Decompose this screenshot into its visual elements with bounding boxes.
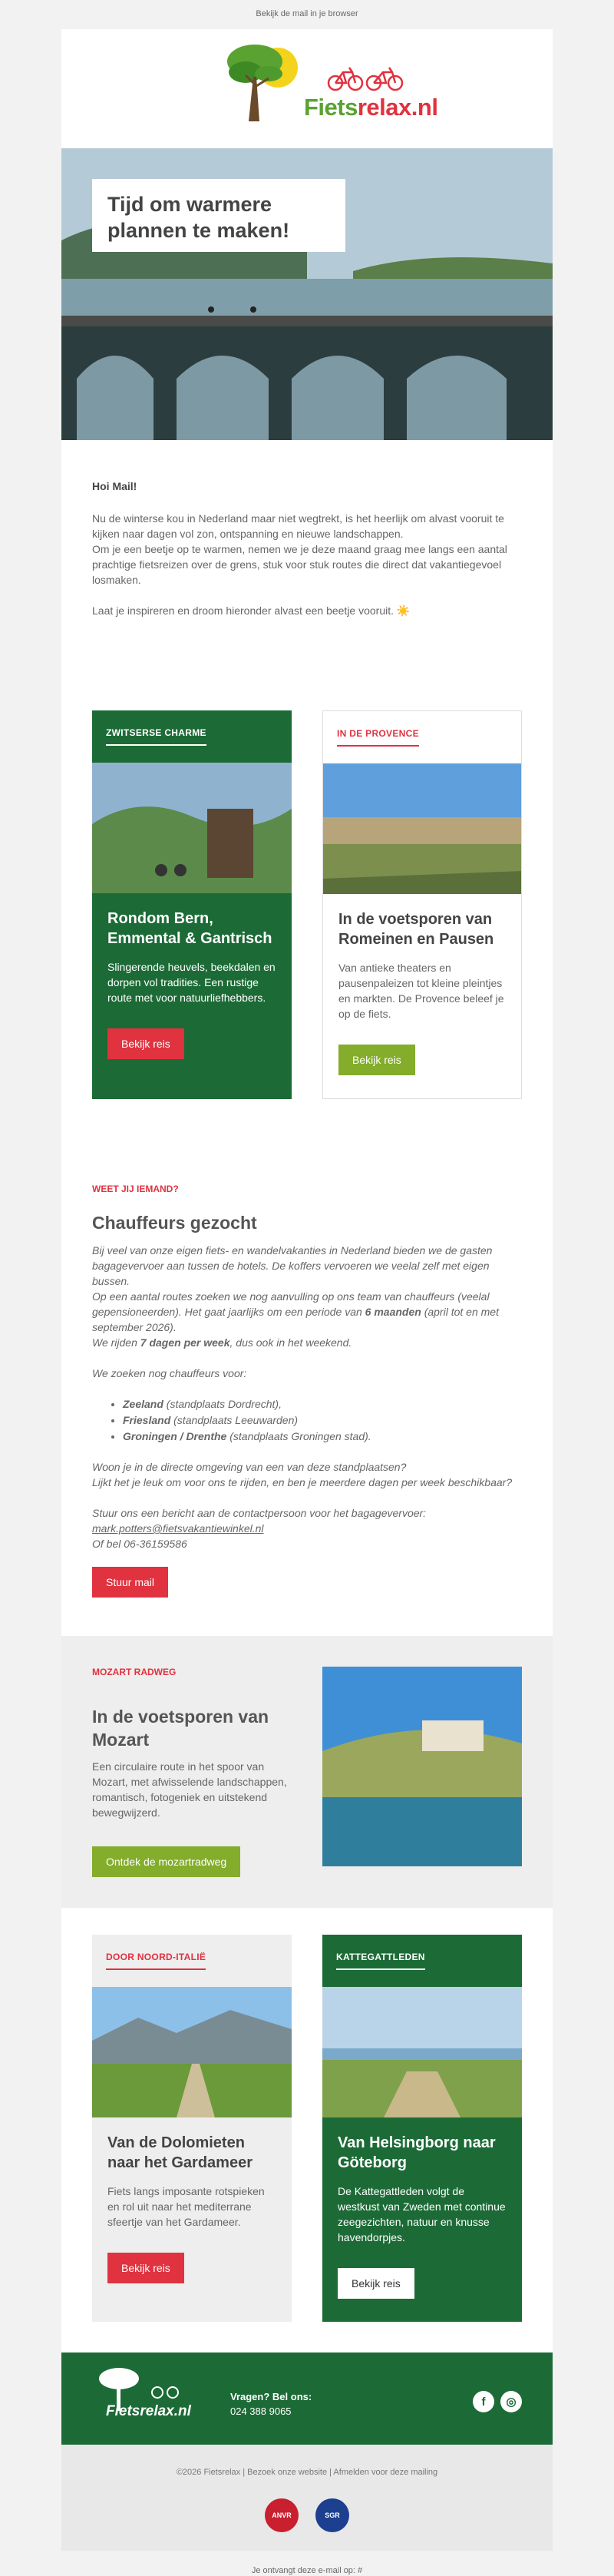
greeting: Hoi Mail! (92, 480, 137, 492)
trip-card-provence (322, 710, 522, 1099)
instagram-icon[interactable]: ◎ (500, 2391, 522, 2412)
footer-legal (61, 2445, 553, 2551)
trip-cards-bottom (61, 1908, 553, 2353)
sweden-coast-photo (322, 1987, 522, 2117)
drivers-needed-label: We zoeken nog chauffeurs voor: (92, 1367, 247, 1379)
view-in-browser-link[interactable]: Bekijk de mail in je browser (256, 9, 358, 18)
section-tag: MOZART RADWEG (92, 1667, 177, 1677)
drivers-question: Woon je in de directe omgeving van een van deze standplaatsen? Lijkt het je leuk om voor ons te rijden, en ben je meerdere dagen per week beschikbaar? (92, 1461, 513, 1488)
dolomites-photo (92, 1987, 292, 2117)
salzburg-photo (322, 1667, 522, 1866)
footer-logo[interactable] (92, 2362, 207, 2423)
brand-wordmark: Fietsrelax.nl (304, 94, 438, 121)
section-tag: WEET JIJ IEMAND? (92, 1184, 179, 1194)
hero-title: Tijd om warmere plannen te maken! (107, 193, 290, 242)
anvr-badge-icon: ANVR (265, 2498, 299, 2532)
call-us: Vragen? Bel ons: 024 388 9065 (230, 2391, 312, 2417)
drivers-paragraph: Bij veel van onze eigen fiets- en wandelvakanties in Nederland bieden we de gasten bagagevervoer aan tussen de hotels. De koffers vervoeren we veelal zelf met eigen bussen. Op een aantal routes zoeken we nog aanvulling op ons team van chauffeurs (veelal gepensioneerden). Het gaat jaarlijks om een periode van 6 maanden (april tot en met september 2026). We rijden 7 dagen per week, dus ook in het weekend. (92, 1244, 499, 1349)
list-item: • Friesland (standplaats Leeuwarden) (123, 1412, 522, 1428)
svg-text:Fietsrelax.nl: Fietsrelax.nl (106, 2403, 191, 2419)
email-container (61, 29, 553, 2551)
provence-photo (323, 763, 521, 894)
footer-links[interactable]: ©2026 Fietsrelax | Bezoek onze website | Afmelden voor deze mailing (176, 2468, 438, 2477)
locations-list (123, 1396, 522, 1444)
bicycles-icon (326, 61, 411, 92)
intro-closing: Laat je inspireren en droom hieronder alvast een beetje vooruit. ☀️ (92, 604, 411, 617)
social-links (473, 2391, 522, 2412)
card-title: In de voetsporen van Romeinen en Pausen (338, 911, 494, 948)
card-tag: KATTEGATTLEDEN (322, 1935, 522, 1970)
card-title: Rondom Bern, Emmental & Gantrisch (107, 910, 272, 947)
card-text: Van antieke theaters en pausenpaleizen tot kleine pleintjes en markten. De Provence beleef je op de fiets. (338, 962, 504, 1020)
switzerland-photo (92, 763, 292, 893)
view-trip-button[interactable]: Bekijk reis (338, 2268, 414, 2299)
section-text: Een circulaire route in het spoor van Mozart, met afwisselende landschappen, romantisch, fotogeniek en uitstekend bewegwijzerd. (92, 1760, 287, 1819)
card-tag: IN DE PROVENCE (323, 711, 521, 747)
card-text: Slingerende heuvels, beekdalen en dorpen vol tradities. Een rustige route met voor natuurliefhebbers. (107, 961, 276, 1004)
trip-card-sweden (322, 1935, 522, 2322)
section-title: Chauffeurs gezocht (92, 1213, 257, 1233)
hero-title-box (92, 179, 345, 252)
contact-email-link[interactable]: mark.potters@fietsvakantiewinkel.nl (92, 1522, 264, 1535)
logo-header[interactable] (61, 29, 553, 148)
footer-phone[interactable]: 024 388 9065 (230, 2405, 292, 2417)
mozart-section (61, 1636, 553, 1908)
contact-info: Stuur ons een bericht aan de contactpersoon voor het bagagevervoer: mark.potters@fietsvakantiewinkel.nl Of bel 06-36159586 (92, 1507, 427, 1550)
card-text: De Kattegattleden volgt de westkust van Zweden met continue zeegezichten, natuur en knusse havendorpjes. (338, 2185, 506, 2243)
send-mail-button[interactable]: Stuur mail (92, 1567, 168, 1598)
card-tag: ZWITSERSE CHARME (92, 710, 292, 746)
card-tag: DOOR NOORD-ITALIË (92, 1935, 292, 1970)
card-title: Van de Dolomieten naar het Gardameer (107, 2134, 253, 2171)
intro-section (61, 440, 553, 672)
view-trip-button[interactable]: Bekijk reis (107, 2253, 184, 2283)
trip-card-italy (92, 1935, 292, 2322)
trip-card-switzerland (92, 710, 292, 1099)
footer-logo-icon (92, 2362, 207, 2423)
discover-mozart-button[interactable]: Ontdek de mozartradweg (92, 1846, 240, 1877)
footer-contact (61, 2353, 553, 2445)
section-title: In de voetsporen van Mozart (92, 1707, 269, 1750)
tree-sun-logo-icon (224, 38, 301, 121)
hero-banner (61, 148, 553, 440)
facebook-icon[interactable]: f (473, 2391, 494, 2412)
list-item: • Zeeland (standplaats Dordrecht), (123, 1396, 522, 1412)
sgr-badge-icon: SGR (315, 2498, 349, 2532)
card-title: Van Helsingborg naar Göteborg (338, 2134, 496, 2171)
recipient-notice: Je ontvangt deze e-mail op: # (251, 2566, 363, 2575)
intro-paragraph: Nu de winterse kou in Nederland maar niet wegtrekt, is het heerlijk om alvast vooruit te kijken naar dagen vol zon, ontspanning en nieuwe landschappen. Om je een beetje op te warmen, nemen we je deze maand graag mee langs een aantal prachtige fietsreizen over de grens, stuk voor stuk routes die direct dat vakantiegevoel losmaken. (92, 512, 507, 586)
list-item: • Groningen / Drenthe (standplaats Groningen stad). (123, 1429, 522, 1444)
trip-cards-top (61, 672, 553, 1145)
view-trip-button[interactable]: Bekijk reis (107, 1028, 184, 1059)
view-trip-button[interactable]: Bekijk reis (338, 1045, 415, 1075)
drivers-wanted-section (61, 1145, 553, 1636)
card-text: Fiets langs imposante rotspieken en rol uit naar het mediterrane sfeertje van het Gardameer. (107, 2185, 265, 2228)
